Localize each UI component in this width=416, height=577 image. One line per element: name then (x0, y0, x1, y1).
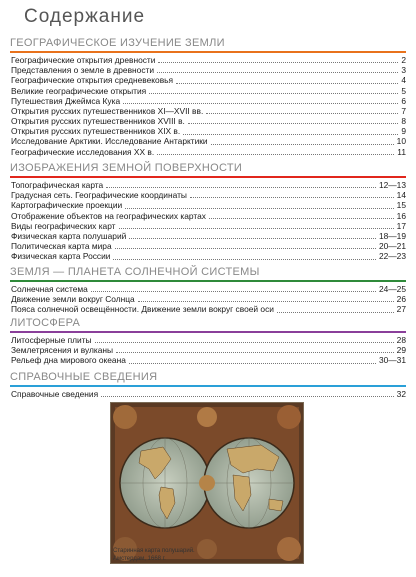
dot-leader (125, 208, 393, 209)
entry-title: Топографическая карта (11, 179, 104, 190)
section-heading: ЗЕМЛЯ — ПЛАНЕТА СОЛНЕЧНОЙ СИСТЕМЫ (10, 266, 260, 278)
dot-leader (116, 352, 394, 353)
dot-leader (211, 144, 394, 145)
dot-leader (115, 248, 376, 249)
entry-title: Открытия русских путешественников XVIII в. (11, 116, 185, 127)
entry-title: Физическая карта России (11, 251, 111, 262)
dot-leader (176, 83, 398, 84)
contents-entry[interactable] (10, 221, 406, 231)
contents-entry[interactable] (10, 241, 406, 251)
map-caption (113, 548, 195, 563)
entry-title: Землетрясения и вулканы (11, 345, 113, 356)
entry-page-number: 11 (397, 146, 406, 157)
contents-entry[interactable] (10, 180, 406, 190)
entry-page-number: 14 (396, 190, 406, 201)
dot-leader (209, 218, 394, 219)
dot-leader (101, 396, 394, 397)
contents-entry[interactable] (10, 75, 406, 85)
contents-section (10, 37, 406, 157)
dot-leader (149, 93, 398, 94)
entry-title: Пояса солнечной освещённости. Движение земли вокруг своей оси (11, 304, 274, 315)
entry-page-number: 27 (396, 304, 406, 315)
entry-title: Физическая карта полушарий (11, 230, 127, 241)
section-color-rule (10, 51, 406, 53)
contents-section (10, 371, 406, 399)
dot-leader (119, 228, 394, 229)
entry-title: Политическая карта мира (11, 241, 112, 252)
map-caption-line-2: Амстердам, 1668 г. (113, 555, 166, 562)
section-heading: ЛИТОСФЕРА (10, 317, 81, 329)
entry-page-number: 8 (401, 116, 406, 127)
entry-title: Великие географические открытия (11, 85, 147, 96)
dot-leader (183, 134, 398, 135)
section-color-rule (10, 176, 406, 178)
world-map-illustration (111, 403, 303, 563)
dot-leader (138, 301, 394, 302)
dot-leader (113, 259, 376, 260)
dot-leader (95, 342, 394, 343)
entry-page-number: 3 (401, 65, 406, 76)
contents-entry[interactable] (10, 345, 406, 355)
entry-title: Справочные сведения (11, 388, 99, 399)
section-heading: ГЕОГРАФИЧЕСКОЕ ИЗУЧЕНИЕ ЗЕМЛИ (10, 37, 225, 49)
dot-leader (188, 123, 398, 124)
contents-entry[interactable] (10, 126, 406, 136)
dot-leader (129, 238, 376, 239)
contents-entry[interactable] (10, 355, 406, 365)
entry-title: Движение земли вокруг Солнца (11, 294, 135, 305)
entry-page-number: 30—31 (378, 355, 406, 366)
entry-page-number: 17 (396, 220, 406, 231)
dot-leader (157, 72, 398, 73)
entry-title: Солнечная система (11, 283, 88, 294)
dot-leader (277, 312, 394, 313)
entry-page-number: 28 (396, 334, 406, 345)
contents-entry[interactable] (10, 231, 406, 241)
entry-page-number: 12—13 (378, 179, 406, 190)
contents-entry[interactable] (10, 96, 406, 106)
entry-page-number: 16 (396, 210, 406, 221)
section-color-rule (10, 331, 406, 333)
entry-page-number: 5 (401, 85, 406, 96)
entry-title: Исследование Арктики. Исследование Антарктики (11, 136, 208, 147)
entry-page-number: 18—19 (378, 230, 406, 241)
entry-title: Географические открытия древности (11, 54, 156, 65)
contents-entry[interactable] (10, 284, 406, 294)
entry-page-number: 10 (396, 136, 406, 147)
entry-page-number: 26 (396, 294, 406, 305)
dot-leader (158, 62, 398, 63)
entry-page-number: 4 (401, 75, 406, 86)
section-color-rule (10, 385, 406, 387)
contents-entry[interactable] (10, 389, 406, 399)
entry-title: Открытия русских путешественников XI—XVII вв. (11, 105, 204, 116)
contents-entry[interactable] (10, 251, 406, 261)
entry-page-number: 32 (396, 388, 406, 399)
contents-entry[interactable] (10, 106, 406, 116)
section-heading: ИЗОБРАЖЕНИЯ ЗЕМНОЙ ПОВЕРХНОСТИ (10, 162, 243, 174)
contents-entry[interactable] (10, 86, 406, 96)
entry-title: Географические исследования XX в. (11, 146, 155, 157)
page-title: Содержание (24, 6, 146, 27)
entry-title: Отображение объектов на географических картах (11, 210, 206, 221)
entry-title: Открытия русских путешественников XIX в. (11, 126, 181, 137)
contents-section (10, 162, 406, 262)
contents-entry[interactable] (10, 211, 406, 221)
entry-page-number: 9 (401, 126, 406, 137)
contents-entry[interactable] (10, 335, 406, 345)
contents-entry[interactable] (10, 116, 406, 126)
entry-title: Картографические проекции (11, 200, 123, 211)
section-color-rule (10, 280, 406, 282)
entry-title: Путешествия Джеймса Кука (11, 95, 121, 106)
contents-section (10, 317, 406, 366)
entry-page-number: 7 (401, 105, 406, 116)
entry-page-number: 6 (401, 95, 406, 106)
dot-leader (123, 103, 398, 104)
contents-entry[interactable] (10, 294, 406, 304)
entry-page-number: 29 (396, 345, 406, 356)
dot-leader (190, 197, 394, 198)
old-world-map-image (110, 402, 304, 564)
contents-entry[interactable] (10, 137, 406, 147)
entry-title: Литосферные плиты (11, 334, 92, 345)
dot-leader (157, 154, 394, 155)
contents-section (10, 266, 406, 315)
entry-title: Рельеф дна мирового океана (11, 355, 126, 366)
contents-entry[interactable] (10, 55, 406, 65)
contents-entry[interactable] (10, 200, 406, 210)
dot-leader (106, 187, 376, 188)
entry-page-number: 15 (396, 200, 406, 211)
entry-page-number: 2 (401, 54, 406, 65)
contents-entry[interactable] (10, 65, 406, 75)
contents-entry[interactable] (10, 190, 406, 200)
contents-entry[interactable] (10, 304, 406, 314)
entry-title: Виды географических карт (11, 220, 116, 231)
map-caption-line-1: Старинная карта полушарий. (113, 548, 195, 554)
entry-page-number: 20—21 (378, 241, 406, 252)
dot-leader (206, 113, 398, 114)
entry-title: Представления о земле в древности (11, 65, 155, 76)
entry-page-number: 22—23 (378, 251, 406, 262)
contents-entry[interactable] (10, 147, 406, 157)
entry-title: Географические открытия средневековья (11, 75, 174, 86)
entry-title: Градусная сеть. Географические координаты (11, 190, 187, 201)
dot-leader (129, 363, 376, 364)
entry-page-number: 24—25 (378, 283, 406, 294)
dot-leader (91, 291, 376, 292)
section-heading: СПРАВОЧНЫЕ СВЕДЕНИЯ (10, 371, 158, 383)
